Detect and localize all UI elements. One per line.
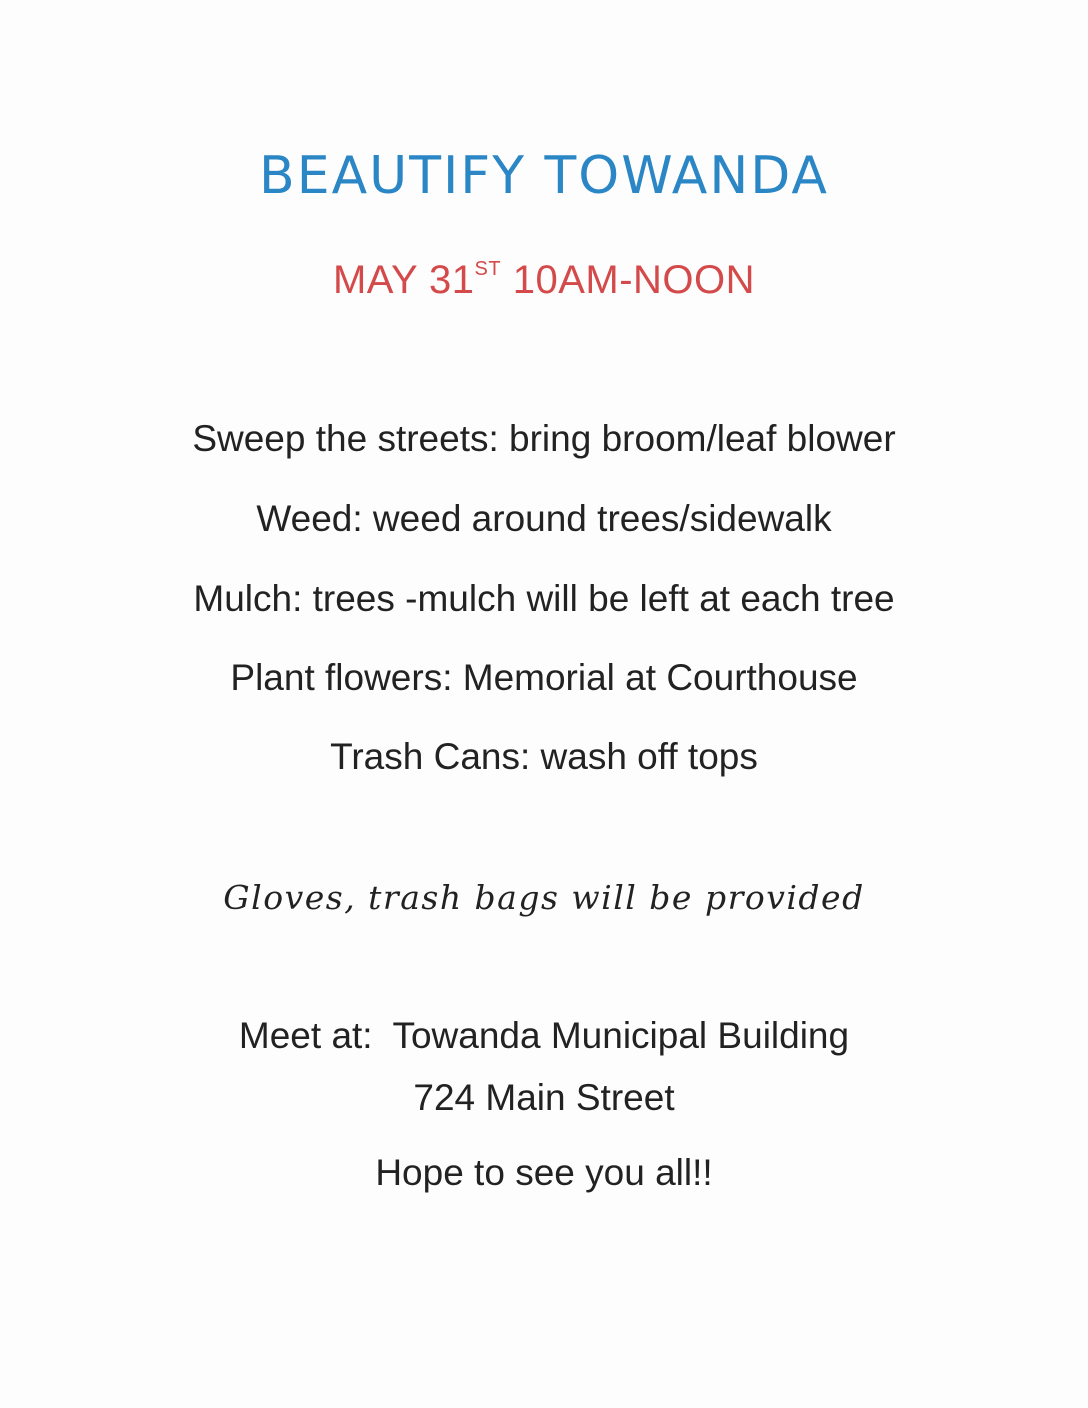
meeting-location: Meet at: Towanda Municipal Building	[238, 1015, 850, 1056]
supplies-note: Gloves, trash bags will be provided	[223, 878, 865, 917]
flyer-title: BEAUTIFY TOWANDA	[259, 146, 829, 206]
event-date: MAY 31	[332, 258, 475, 302]
event-time: 10AM-NOON	[512, 258, 756, 302]
date-ordinal-suffix: ST	[474, 258, 502, 280]
closing-message: Hope to see you all!!	[375, 1152, 713, 1193]
task-trash-cans: Trash Cans: wash off tops	[330, 736, 758, 777]
event-date-time	[0, 258, 1088, 303]
task-sweep: Sweep the streets: bring broom/leaf blower	[192, 418, 896, 459]
meeting-address: 724 Main Street	[413, 1077, 675, 1118]
task-mulch: Mulch: trees -mulch will be left at each tree	[193, 578, 895, 619]
task-weed: Weed: weed around trees/sidewalk	[256, 498, 832, 539]
task-plant-flowers: Plant flowers: Memorial at Courthouse	[230, 657, 858, 698]
